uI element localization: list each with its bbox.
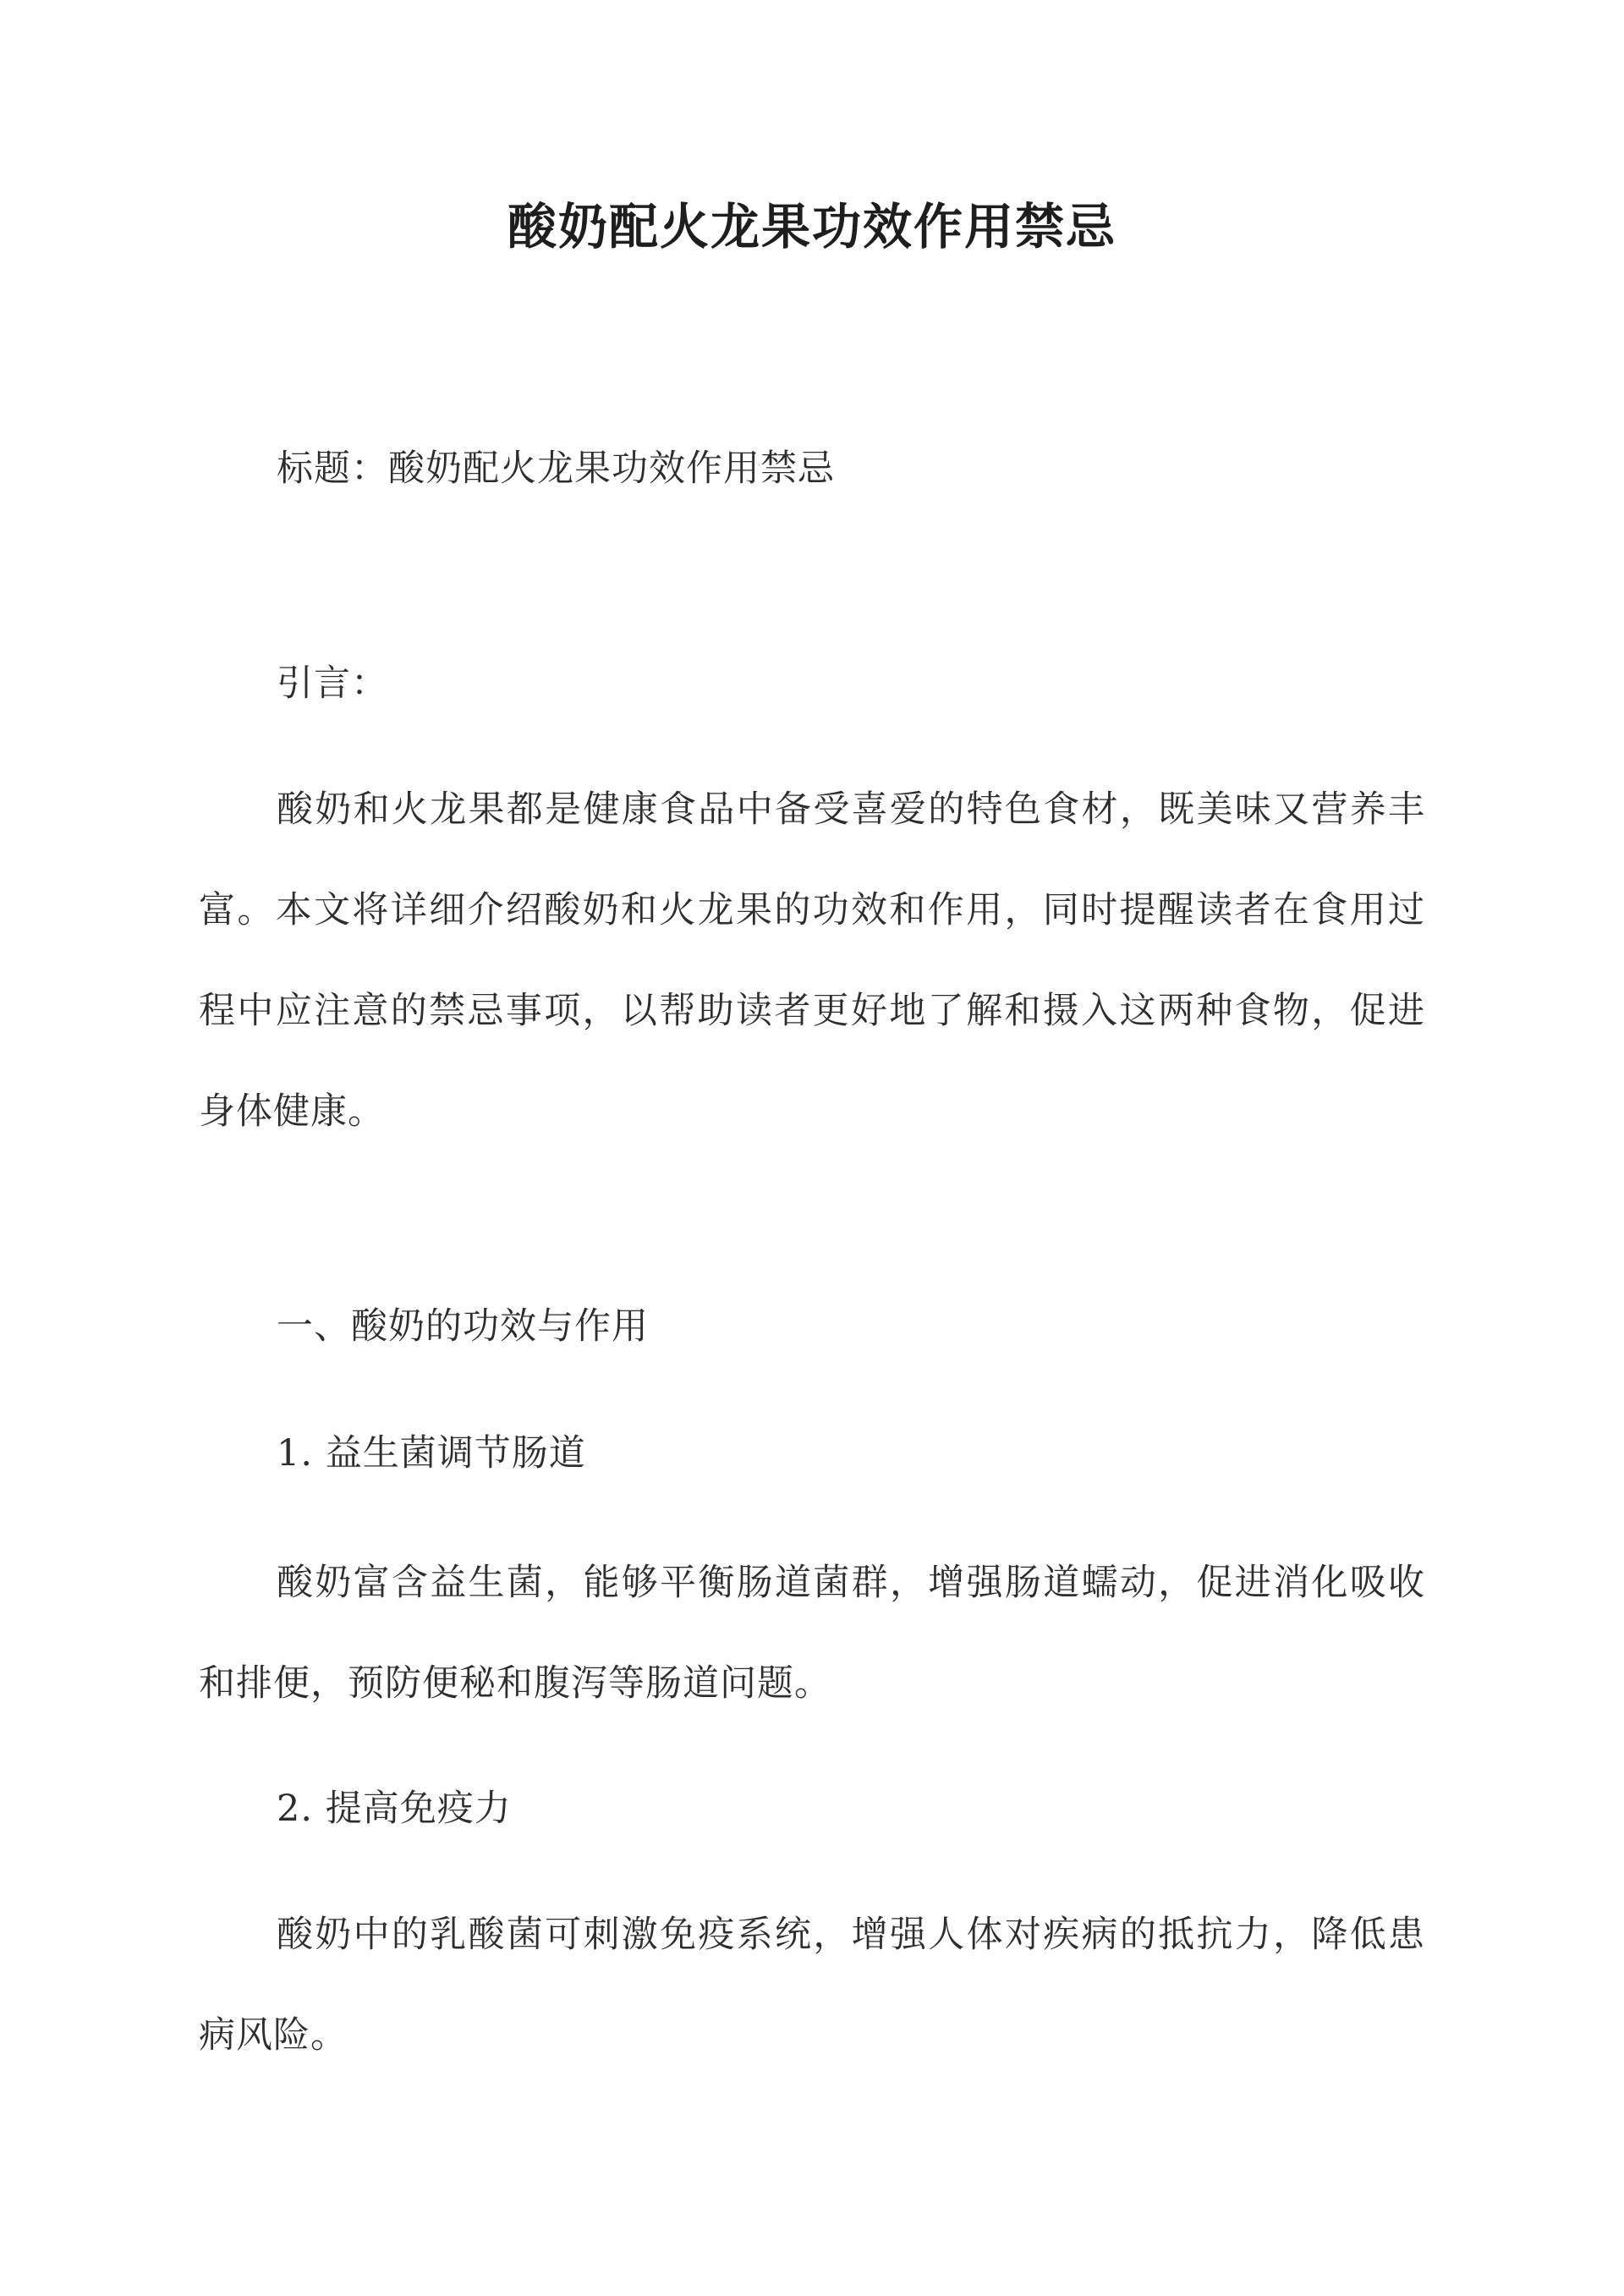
item-heading-probiotics: 1. 益生菌调节肠道 [277,1432,586,1475]
section-heading-yogurt: 一、酸奶的功效与作用 [277,1305,649,1348]
item-paragraph-probiotics: 酸奶富含益生菌，能够平衡肠道菌群，增强肠道蠕动，促进消化吸收和排便，预防便秘和腹泻等肠道问题。 [199,1562,1425,1705]
intro-heading: 引言： [277,662,388,705]
item-paragraph-immunity: 酸奶中的乳酸菌可刺激免疫系统，增强人体对疾病的抵抗力，降低患病风险。 [199,1914,1425,2057]
intro-paragraph: 酸奶和火龙果都是健康食品中备受喜爱的特色食材，既美味又营养丰富。本文将详细介绍酸奶和火龙果的功效和作用，同时提醒读者在食用过程中应注意的禁忌事项，以帮助读者更好地了解和摄入这两种食物，促进身体健康。 [199,788,1425,1133]
subtitle-line: 标题：酸奶配火龙果功效作用禁忌 [277,448,835,490]
page-title: 酸奶配火龙果功效作用禁忌 [507,198,1116,255]
item-heading-immunity: 2. 提高免疫力 [277,1788,512,1830]
